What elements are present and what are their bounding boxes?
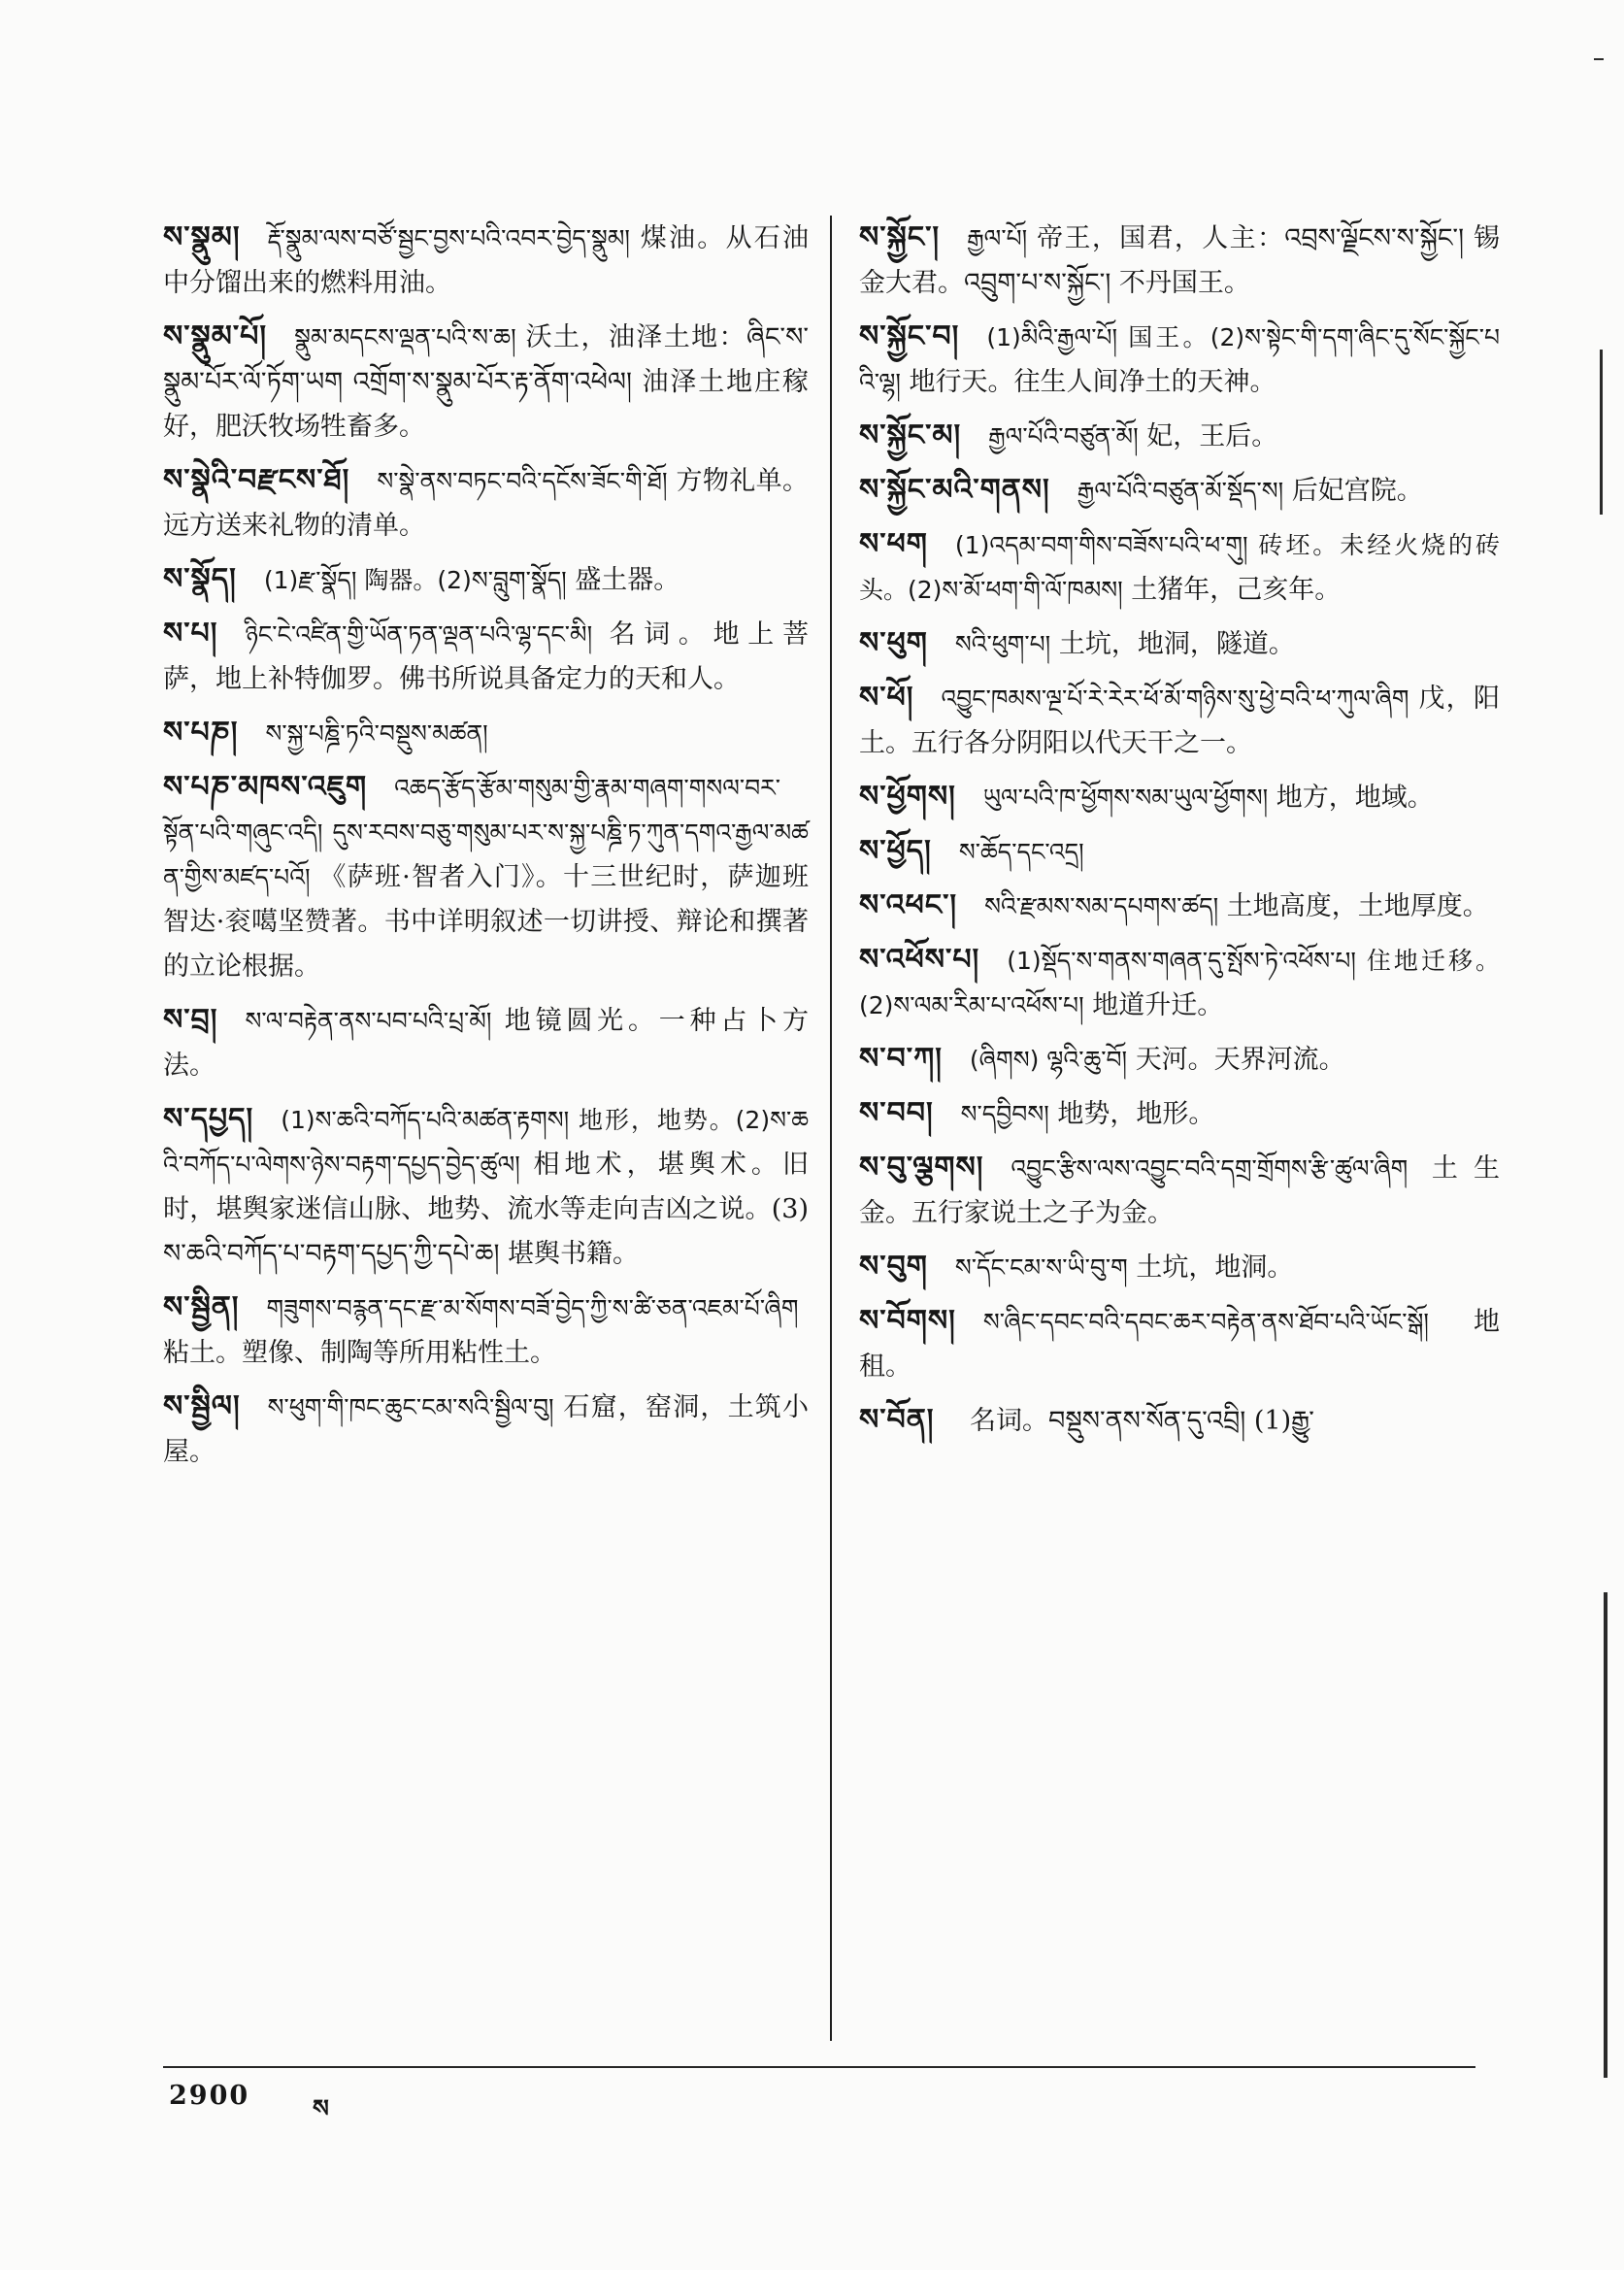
tibetan-definition: (ཞིགས) ལྷའི་ཆུ་བོ། (969, 1046, 1128, 1074)
headword: ས་བབ། (859, 1096, 934, 1130)
chinese-definition: 地镜圆光。一种占卜方法。 (163, 1006, 809, 1081)
entry (859, 676, 1500, 766)
chinese-definition: 石窟，窑洞，土筑小屋。 (163, 1392, 810, 1467)
tibetan-definition: འབྱུང་རྩིས་ལས་འབྱུང་བའི་དགྲ་གྲོགས་རྩི་ཚུལ་ཞིག (1011, 1154, 1409, 1183)
tibetan-definition: (1)འདམ་བག་གིས་བཟོས་པའི་ཕ་གུ། 砖坯。未经火烧的砖头。(2)ས་མོ་ཕག་གི་ལོ་ཁམས། (859, 531, 1500, 604)
headword: ས་པཎ་མཁས་འཇུག (163, 770, 368, 804)
entry (163, 458, 809, 549)
headword: ས་ཕྱོགས། (859, 780, 956, 814)
chinese-definition: 后妃宫院。 (1291, 476, 1423, 506)
chinese-definition: 方物礼单。远方送来礼物的清单。 (163, 466, 809, 541)
tibetan-definition: ས་ལ་བརྟེན་ནས་པབ་པའི་པྲ་མོ། (245, 1007, 492, 1035)
entry (859, 1398, 1500, 1444)
tibetan-definition: རྒྱལ་པོའི་བཙུན་མོ་སྡོད་ས། (1077, 477, 1284, 505)
tibetan-definition: འབྱུང་ཁམས་ལྔ་པོ་རེ་རེར་ཕོ་མོ་གཉིས་སུ་ཕྱེ་བའི་ཕ་ཀུལ་ཞིག (941, 684, 1409, 713)
tibetan-definition: (1)མིའི་རྒྱལ་པོ། 国王。(2)ས་སྟེང་གི་དག་ཞིང་དུ་སོང་སྐྱོང་པའི་ལྷ། (859, 323, 1500, 396)
chinese-definition: 土坑，地洞。 (1136, 1252, 1294, 1283)
entry (163, 557, 809, 603)
chinese-definition: 相地术，堪舆术。旧时，堪舆家迷信山脉、地势、流水等走向吉凶之说。(3)ས་ཆའི་བཀོད་པ་བརྟག་དཔྱད་ཀྱི་དཔེ་ཆ། 堪舆书籍。 (163, 1150, 809, 1269)
entry (163, 216, 809, 306)
headword: ས་བུ་ལྕགས། (859, 1151, 984, 1185)
headword: ས་སྦྱིལ། (163, 1389, 241, 1423)
headword: ས་བ་ཀ། (859, 1042, 943, 1076)
scan-edge-mark (1594, 58, 1604, 60)
chinese-definition: 地势，地形。 (1057, 1099, 1215, 1129)
chinese-definition: 天河。天界河流。 (1135, 1045, 1345, 1075)
entry (859, 1245, 1500, 1290)
entry (163, 1385, 809, 1475)
chinese-definition: 《萨班·智者入门》。十三世纪时，萨迦班智达·衮噶坚赞著。书中详明叙述一切讲授、辩论和撰著的立论根据。 (163, 862, 809, 982)
entry (859, 414, 1500, 459)
scan-edge-mark (1604, 1592, 1607, 2078)
headword: ས་ཕོ། (859, 681, 914, 715)
tibetan-definition: (1)ས་ཆའི་བཀོད་པའི་མཚན་རྟགས། 地形，地势。(2)ས་ཆའི་བཀོད་པ་ལེགས་ཉེས་བརྟག་དཔྱད་བྱེད་ཚུལ། (163, 1106, 809, 1179)
tibetan-definition: རྒྱལ་པོའི་བཙུན་མོ། (988, 422, 1139, 451)
right-column (859, 216, 1500, 1452)
entry (859, 938, 1500, 1028)
chinese-definition: 盛土器。 (575, 565, 680, 595)
entry (163, 998, 809, 1088)
chinese-definition: 煤油。从石油中分馏出来的燃料用油。 (163, 223, 809, 298)
headword: ས་སྐྱོང་། (859, 220, 941, 254)
headword: ས་བུག (859, 1250, 928, 1284)
tibetan-definition: (1)སྡོད་ས་གནས་གཞན་དུ་སྤོས་ཏེ་འཕོས་པ། 住地迁移。(2)ས་ལམ་རིམ་པ་འཕོས་པ། (859, 947, 1500, 1019)
chinese-definition: 戊，阳土。五行各分阴阳以代天干之一。 (859, 684, 1500, 758)
headword: ས་པཎ། (163, 716, 239, 750)
headword: ས་སྐྱོང་མ། (859, 418, 962, 452)
tibetan-definition: གཟུགས་བརྙན་དང་རྫ་མ་སོགས་བཟོ་བྱེད་ཀྱི་ས་ཚི་ཅན་འཇམ་པོ་ཞིག (266, 1294, 799, 1322)
chinese-definition: 帝王，国君，人主：འབྲས་ལྗོངས་ས་སྐྱོང་། 锡金大君。འབྲུག་པ་ས་སྐྱོང་། 不丹国王。 (859, 223, 1501, 298)
entry (163, 1285, 809, 1376)
scan-edge-mark (1600, 350, 1603, 515)
entry (859, 216, 1500, 306)
tibetan-definition: ས་ཞིང་དབང་བའི་དབང་ཆར་བརྟེན་ནས་ཐོབ་པའི་ཡོང་སྒོ། (982, 1308, 1429, 1336)
entry (859, 829, 1500, 875)
headword: ས་ཕུག (859, 626, 928, 660)
entry (859, 775, 1500, 820)
tibetan-definition: སའི་ཕུག་པ། (954, 630, 1051, 658)
tibetan-definition: ཡུལ་པའི་ཁ་ཕྱོགས་སམ་ཡུལ་ཕྱོགས། (982, 784, 1269, 812)
headword: ས་བྲ། (163, 1003, 218, 1037)
headword: ས་འཕོས་པ། (859, 943, 980, 977)
chinese-definition: 土地高度，土地厚度。 (1226, 891, 1489, 921)
headword: ས་ཕག (859, 527, 928, 561)
column-divider (830, 216, 832, 2041)
entry (163, 315, 809, 450)
chinese-definition: 地行天。往生人间净土的天神。 (909, 367, 1276, 397)
headword: ས་སྦྱིན། (163, 1290, 240, 1324)
chinese-definition: 土猪年，己亥年。 (1131, 575, 1342, 605)
headword: ས་ཕྱོད། (859, 834, 932, 868)
tibetan-definition: ས་དོང་ངམ་ས་ཡི་བུ་ག (954, 1253, 1128, 1282)
chinese-definition: 地方，地域。 (1276, 783, 1434, 813)
tibetan-definition: རྒྱལ་པོ། (967, 224, 1028, 252)
headword: ས་འཕང་། (859, 888, 958, 922)
footer-rule (163, 2066, 1475, 2068)
tibetan-definition: ཉིང་ངེ་འཛིན་གྱི་ཡོན་ཏན་ལྡན་པའི་ལྷ་དང་མི། (245, 620, 593, 649)
running-letter: ས (313, 2094, 329, 2122)
entry (859, 621, 1500, 667)
page-number: 2900 (169, 2081, 250, 2111)
tibetan-definition: (1)རྫ་སྣོད། 陶器。(2)ས་བླུག་སྣོད། (263, 566, 567, 594)
chinese-definition: 地租。 (859, 1307, 1500, 1382)
tibetan-definition: ས་ཆོད་དང་འདྲ། (958, 838, 1084, 866)
headword: ས་བོན། (859, 1403, 935, 1437)
headword: ས་དཔྱད། (163, 1102, 254, 1136)
tibetan-definition: འཆད་རྩོད་རྩོམ་གསུམ་གྱི་རྣམ་གཞག་གསལ་བར་སྟོན་པའི་གཞུང་འདི། དུས་རབས་བཅུ་གསུམ་པར་ས་སྐྱ་པཎྜི་ཏ་ཀུན་དགའ་རྒྱལ་མཚན་གྱིས་མཛད་པའོ། (163, 774, 809, 891)
entry (163, 1097, 809, 1277)
entry (859, 1299, 1500, 1389)
headword: ས་བོགས། (859, 1304, 956, 1338)
entry (859, 522, 1500, 613)
headword: ས་སྐྱོང་བ། (859, 319, 960, 353)
left-column (163, 216, 809, 1484)
chinese-definition: 名词。བསྡུས་ནས་སོན་དུ་འབྲི། (1)རྒྱུ་ (970, 1406, 1314, 1436)
headword: ས་སྣེའི་བརྫངས་ཐོ། (163, 463, 350, 497)
entry (859, 1091, 1500, 1137)
headword: ས་པ། (163, 617, 218, 651)
tibetan-definition: ས་སྣེ་ནས་བཏང་བའི་དངོས་ཟོང་གི་ཐོ། (377, 467, 668, 495)
tibetan-definition: སའི་རྫམས་སམ་དཔགས་ཚད། (984, 892, 1219, 920)
entry (163, 711, 809, 756)
entry (163, 612, 809, 702)
tibetan-definition: ས་དབྱིབས། (960, 1100, 1049, 1128)
chinese-definition: 沃土，油泽土地：ཞིང་ས་སྣུམ་པོར་ལོ་ཏོག་ཡག འགྲོག་ས་སྣུམ་པོར་རྟ་ནོག་འཕེལ། 油泽土地庄稼好，肥沃牧场牲畜多。 (163, 322, 809, 442)
chinese-definition: 地道升迁。 (1092, 990, 1224, 1020)
entry (859, 468, 1500, 514)
chinese-definition: 粘土。塑像、制陶等所用粘性土。 (163, 1338, 556, 1368)
entry (859, 1146, 1500, 1236)
tibetan-definition: ས་སྐྱ་པཎྜི་ཏའི་བསྡུས་མཚན། (265, 719, 488, 748)
chinese-definition: 土坑，地洞，隧道。 (1058, 629, 1295, 659)
chinese-definition: 名词。地上菩萨，地上补特伽罗。佛书所说具备定力的天和人。 (163, 619, 809, 694)
headword: ས་སྣོད། (163, 562, 237, 596)
entry (859, 315, 1500, 405)
chinese-definition: 土生金。五行家说土之子为金。 (859, 1153, 1500, 1228)
entry (163, 765, 809, 989)
entry (859, 1037, 1500, 1083)
chinese-definition: 妃，王后。 (1146, 421, 1278, 451)
entry (859, 884, 1500, 929)
headword: ས་སྐྱོང་མའི་གནས། (859, 473, 1050, 507)
headword: ས་སྣུམ། (163, 220, 241, 254)
headword: ས་སྣུམ་པོ། (163, 319, 268, 353)
tibetan-definition: རྡོ་སྣུམ་ལས་བཙོ་སྦྱང་བྱས་པའི་འབར་བྱེད་སྣུམ། (267, 224, 630, 252)
tibetan-definition: སྣུམ་མདངས་ལྡན་པའི་ས་ཆ། (294, 323, 516, 351)
tibetan-definition: ས་ཕུག་གི་ཁང་ཆུང་ངམ་སའི་སྦྱིལ་བུ། (267, 1393, 554, 1421)
